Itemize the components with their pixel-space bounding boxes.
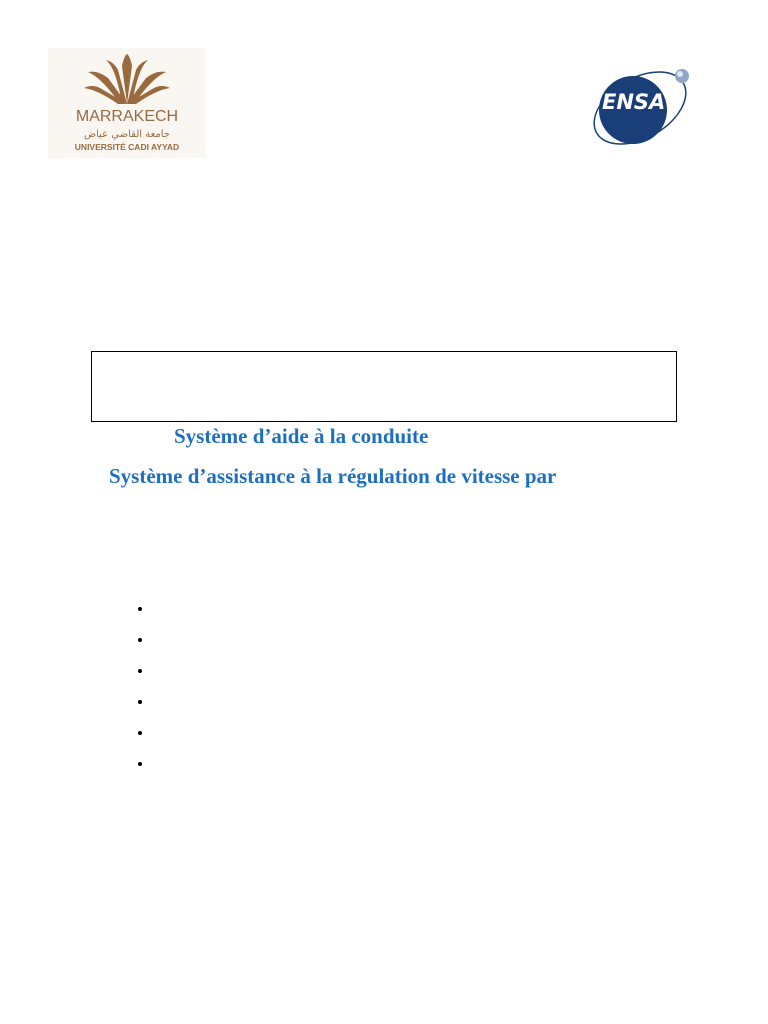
university-logo-city: MARRAKECH [75, 108, 179, 125]
bullet-icon [138, 700, 142, 704]
bullet-icon [138, 607, 142, 611]
ensa-logo-acronym: ENSA [602, 90, 666, 114]
ensa-logo-city: Marrakech [622, 117, 664, 125]
bullet-icon [138, 669, 142, 673]
bullet-icon [138, 638, 142, 642]
document-title-line-1: Système d’aide à la conduite [174, 424, 429, 448]
universite-cadi-ayyad-logo [48, 48, 206, 158]
title-frame [91, 351, 677, 422]
ensa-marrakech-logo [588, 62, 700, 158]
university-logo-arabic-name: جامعة القاضي عياض [83, 129, 170, 140]
document-title-line-2: Système d’assistance à la régulation de vitesse par [109, 464, 557, 488]
university-logo-name: UNIVERSITÉ CADI AYYAD [74, 142, 180, 152]
bullet-icon [138, 762, 142, 766]
bullet-icon [138, 731, 142, 735]
palm-tree-emblem-icon [48, 48, 206, 110]
